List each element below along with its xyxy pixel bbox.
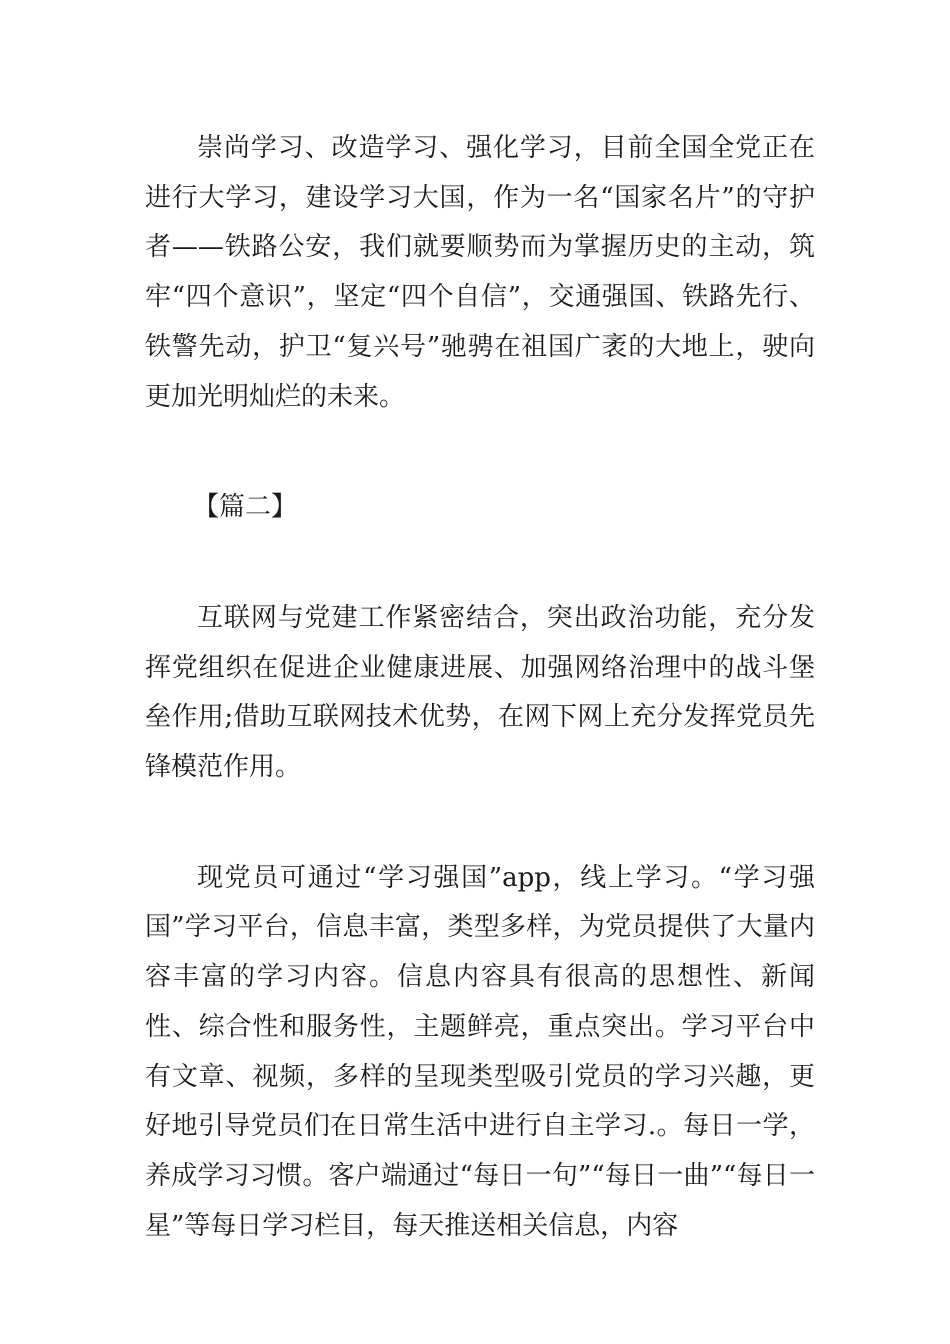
document-body (145, 124, 815, 1251)
section-heading: 【篇二】 (193, 492, 298, 523)
paragraph-2: 互联网与党建工作紧密结合，突出政治功能，充分发挥党组织在促进企业健康进展、加强网络治理中的战斗堡垒作用;借助互联网技术优势，在网下网上充分发挥党员先锋模范作用。 (145, 602, 815, 783)
paragraph-3: 现党员可通过“学习强国”app，线上学习。“学习强国”学习平台，信息丰富，类型多样，为党员提供了大量内容丰富的学习内容。信息内容具有很高的思想性、新闻性、综合性和服务性，主题鲜亮，重点突出。学习平台中有文章、视频，多样的呈现类型吸引党员的学习兴趣，更好地引导党员们在日常生活中进行自主学习.。每日一学，养成学习习惯。客户端通过“每日一句”“每日一曲”“每日一星”等每日学习栏目，每天推送相关信息，内容 (145, 862, 815, 1241)
paragraph-1: 崇尚学习、改造学习、强化学习，目前全国全党正在进行大学习，建设学习大国，作为一名“国家名片”的守护者——铁路公安，我们就要顺势而为掌握历史的主动，筑牢“四个意识”，坚定“四个自信”，交通强国、铁路先行、铁警先动，护卫“复兴号”驰骋在祖国广袤的大地上，驶向更加光明灿烂的未来。 (145, 133, 815, 412)
